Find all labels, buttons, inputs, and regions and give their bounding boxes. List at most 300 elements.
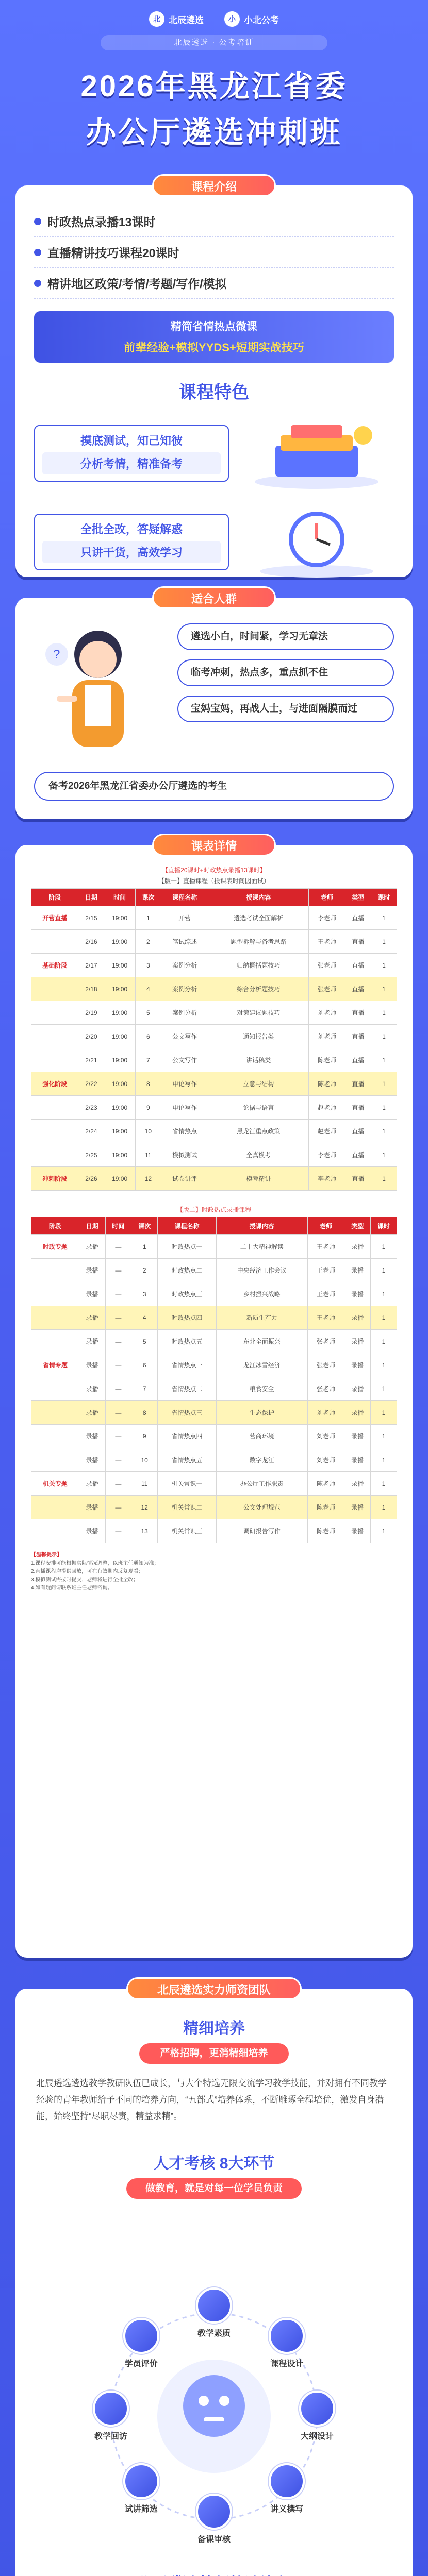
table-cell: [31, 1401, 79, 1425]
teacher-card: [15, 1984, 413, 2576]
table-cell: 直播: [345, 1120, 371, 1143]
ring-item-icon: [123, 2318, 159, 2354]
note-line: 1.课程安排可能根据实际情况调整，以班主任通知为准；: [31, 1561, 159, 1566]
ring-item-label: 教学回访: [94, 2432, 127, 2441]
table-row: [31, 930, 397, 954]
table-cell: 公文写作: [161, 1048, 208, 1072]
table-cell: 机关常识二: [158, 1496, 217, 1519]
table-cell: 省情热点五: [158, 1448, 217, 1472]
table-cell: —: [105, 1496, 131, 1519]
ring-item: [258, 2463, 315, 2514]
table-cell: 19:00: [104, 930, 135, 954]
table-cell: 陈老师: [309, 1048, 345, 1072]
table-cell: 19:00: [104, 954, 135, 977]
table-cell: 录播: [79, 1353, 105, 1377]
table-cell: [31, 1377, 79, 1401]
table-cell: 1: [371, 1259, 397, 1282]
table-cell: 录播: [79, 1377, 105, 1401]
table-cell: —: [105, 1401, 131, 1425]
table-cell: 12: [135, 1167, 161, 1191]
table-row: [31, 1519, 397, 1543]
table-row: [31, 1353, 397, 1377]
table-cell: 4: [135, 977, 161, 1001]
table-cell: 19:00: [104, 1025, 135, 1048]
table-cell: 基础阶段: [31, 954, 78, 977]
table-cell: 刘老师: [307, 1401, 344, 1425]
table-cell: 2/19: [78, 1001, 104, 1025]
table-cell: 1: [371, 1519, 397, 1543]
ring-item-label: 课程设计: [270, 2359, 304, 2368]
table-cell: —: [105, 1259, 131, 1282]
band-line2: 前辈经验+模拟YYDS+短期实战技巧: [124, 341, 304, 354]
feature-text-a: 摸底测试，知己知彼: [80, 434, 183, 447]
table-cell: 19:00: [104, 906, 135, 930]
audience-item: 宝妈宝妈，再战人士，与进面隔膜而过: [177, 696, 394, 722]
table-cell: 6: [131, 1353, 158, 1377]
table-cell: 1: [371, 1096, 397, 1120]
table-cell: 1: [371, 906, 397, 930]
table-cell: 省情热点: [161, 1120, 208, 1143]
table-cell: [31, 1001, 78, 1025]
table-cell: 11: [131, 1472, 158, 1496]
table-cell: 讲话稿类: [208, 1048, 309, 1072]
table-cell: 2/23: [78, 1096, 104, 1120]
header-subbar: 北辰遴选 · 公考培训: [101, 35, 327, 50]
table-cell: 笔试综述: [161, 930, 208, 954]
table-cell: 1: [371, 1282, 397, 1306]
table-cell: 论据与语言: [208, 1096, 309, 1120]
table-cell: 模拟测试: [161, 1143, 208, 1167]
audience-item: 遴选小白，时间紧，学习无章法: [177, 623, 394, 650]
table-cell: 1: [371, 1377, 397, 1401]
table-cell: 录播: [79, 1496, 105, 1519]
table-cell: —: [105, 1235, 131, 1259]
table-header-row: [31, 1217, 397, 1235]
table-row: [31, 1330, 397, 1353]
teacher-illustration-icon: [36, 618, 160, 773]
table-cell: 6: [135, 1025, 161, 1048]
table-cell: 时政热点五: [158, 1330, 217, 1353]
teacher-paragraph: 北辰遴选遴选教学教研队伍已成长，与大个特选无限交流学习教学技能，并对拥有不同教学经验的青年教师给予不同的培养方向，“五部式”培养体系，不断雕琢全程培优，激发自身潜能，始终坚持“尽职尽责，精益求精”。: [36, 2078, 387, 2121]
table-cell: 黑龙江重点政策: [208, 1120, 309, 1143]
table-cell: 录播: [344, 1282, 371, 1306]
table-cell: 1: [371, 1330, 397, 1353]
logo-left-text: 北辰遴选: [169, 15, 204, 25]
intro-bullet-text: 精讲地区政策/考情/考题/写作/模拟: [47, 277, 227, 291]
table-cell: [31, 1306, 79, 1330]
table-cell: 李老师: [309, 1167, 345, 1191]
table-cell: 录播: [344, 1235, 371, 1259]
table-cell: [31, 1519, 79, 1543]
table-cell: 省情热点四: [158, 1425, 217, 1448]
table-cell: 省情热点三: [158, 1401, 217, 1425]
course-intro-label: 课程介绍: [152, 174, 276, 197]
ring-item-label: 教学素质: [197, 2329, 231, 2338]
table-cell: 陈老师: [307, 1472, 344, 1496]
table-cell: —: [105, 1353, 131, 1377]
svg-text:?: ?: [53, 648, 60, 662]
ring-item-label: 试讲筛选: [124, 2505, 158, 2514]
table-cell: 5: [131, 1330, 158, 1353]
table-cell: 刘老师: [309, 1001, 345, 1025]
table-cell: 省情热点一: [158, 1353, 217, 1377]
table-cell: 归纳概括题技巧: [208, 954, 309, 977]
table-cell: 2/24: [78, 1120, 104, 1143]
table-cell: 立意与结构: [208, 1072, 309, 1096]
table-cell: 3: [131, 1282, 158, 1306]
table-cell: 机关常识一: [158, 1472, 217, 1496]
table-cell: 1: [371, 1048, 397, 1072]
note-line: 2.直播课程均提供回放，可在有效期内反复观看；: [31, 1569, 144, 1574]
ring-item: [113, 2318, 170, 2369]
table-cell: [31, 1448, 79, 1472]
table-cell: 调研报告写作: [216, 1519, 307, 1543]
table-cell: 8: [135, 1072, 161, 1096]
teacher-tag: 严格招聘，更消精细培养: [139, 2043, 289, 2064]
table-cell: 2/15: [78, 906, 104, 930]
table2-caption: 【版二】时政热点录播课程: [176, 1206, 251, 1213]
intro-bullet-text: 直播精讲技巧课程20课时: [47, 246, 179, 260]
table-cell: 1: [371, 1401, 397, 1425]
table-cell: 粮食安全: [216, 1377, 307, 1401]
table-cell: 综合分析题技巧: [208, 977, 309, 1001]
table-cell: [31, 1120, 78, 1143]
table-row: [31, 1306, 397, 1330]
table-row: [31, 1096, 397, 1120]
assessment-ring: [75, 2277, 353, 2555]
table-cell: 2/26: [78, 1167, 104, 1191]
table-row: [31, 1282, 397, 1306]
table-cell: —: [105, 1377, 131, 1401]
table-cell: —: [105, 1425, 131, 1448]
table-cell: [31, 1330, 79, 1353]
ring-item: [289, 2391, 345, 2442]
table-cell: 19:00: [104, 1048, 135, 1072]
table-cell: 5: [135, 1001, 161, 1025]
table-header-cell: 日期: [79, 1217, 105, 1235]
logo-right-text: 小北公考: [244, 15, 279, 25]
table-cell: 录播: [344, 1496, 371, 1519]
table-cell: —: [105, 1282, 131, 1306]
table-cell: —: [105, 1472, 131, 1496]
beichen-logo-icon: 北: [149, 11, 164, 27]
ring-item-icon: [196, 2287, 232, 2324]
table-cell: 办公厅工作职责: [216, 1472, 307, 1496]
table-header-row: [31, 889, 397, 906]
table-header-cell: 日期: [78, 889, 104, 906]
ring-item: [83, 2391, 139, 2442]
table-cell: 直播: [345, 1072, 371, 1096]
table-cell: 1: [371, 1143, 397, 1167]
table-cell: —: [105, 1448, 131, 1472]
clock-illustration-icon: [239, 503, 394, 581]
intro-bullet: [34, 206, 394, 237]
table-cell: 案例分析: [161, 977, 208, 1001]
table-cell: 强化阶段: [31, 1072, 78, 1096]
intro-bullet: [34, 237, 394, 268]
table-cell: 冲刺阶段: [31, 1167, 78, 1191]
table-cell: 公文处理规范: [216, 1496, 307, 1519]
table-cell: 直播: [345, 954, 371, 977]
table-row: [31, 906, 397, 930]
table-cell: 7: [135, 1048, 161, 1072]
logo-right: [224, 11, 279, 27]
audience-list: [177, 623, 394, 732]
table-cell: 1: [371, 977, 397, 1001]
ring-item-label: 大纲设计: [300, 2432, 334, 2441]
table-cell: [31, 930, 78, 954]
table-cell: 公文写作: [161, 1025, 208, 1048]
feature-text-a: 全批全改，答疑解惑: [80, 523, 183, 536]
table-row: [31, 1120, 397, 1143]
ring-item: [113, 2463, 170, 2514]
table-cell: 直播: [345, 1143, 371, 1167]
intro-bullet: [34, 268, 394, 299]
table-cell: 录播: [344, 1353, 371, 1377]
table-cell: 1: [135, 906, 161, 930]
table-cell: 李老师: [309, 906, 345, 930]
table-cell: 直播: [345, 930, 371, 954]
table-cell: 录播: [79, 1519, 105, 1543]
table-cell: 录播: [344, 1377, 371, 1401]
schedule-card: [15, 840, 413, 1958]
table-cell: 王老师: [307, 1282, 344, 1306]
table-cell: 录播: [344, 1448, 371, 1472]
table-cell: 1: [371, 954, 397, 977]
table-header-cell: 时间: [105, 1217, 131, 1235]
table-cell: —: [105, 1306, 131, 1330]
table-cell: 1: [371, 1120, 397, 1143]
audience-item: 临考冲刺，热点多，重点抓不住: [177, 659, 394, 686]
table-cell: 中央经济工作会议: [216, 1259, 307, 1282]
ring-title: 人才考核 8大环节: [153, 2155, 275, 2172]
table1-subcaption: 【版一】直播课程（投课表时间因面试）: [158, 877, 270, 885]
table-cell: [31, 1496, 79, 1519]
table-row: [31, 1377, 397, 1401]
table-cell: 19:00: [104, 1167, 135, 1191]
table-cell: 1: [371, 1448, 397, 1472]
schedule-table-1: [31, 888, 397, 1191]
table-cell: 开营: [161, 906, 208, 930]
table-cell: 案例分析: [161, 1001, 208, 1025]
table-cell: 数字龙江: [216, 1448, 307, 1472]
feature-text-b: 只讲干货，高效学习: [42, 541, 221, 563]
table-cell: 新质生产力: [216, 1306, 307, 1330]
feature-row-1: [34, 415, 394, 492]
intro-highlight-band: [34, 311, 394, 363]
table-cell: 机关常识三: [158, 1519, 217, 1543]
table-cell: 2/18: [78, 977, 104, 1001]
page-title-line2: 办公厅遴选冲刺班: [86, 116, 342, 149]
feature-text-b: 分析考情，精准备考: [42, 452, 221, 474]
features-title: 课程特色: [179, 383, 249, 402]
table-cell: 录播: [344, 1306, 371, 1330]
table-cell: 王老师: [307, 1306, 344, 1330]
table-cell: 8: [131, 1401, 158, 1425]
ring-item: [186, 2287, 242, 2338]
table-cell: 1: [371, 1235, 397, 1259]
table-header-cell: 课程名称: [161, 889, 208, 906]
table-cell: 19:00: [104, 1120, 135, 1143]
table-cell: 2/17: [78, 954, 104, 977]
table-cell: 张老师: [307, 1377, 344, 1401]
table-cell: 录播: [79, 1306, 105, 1330]
table-cell: 陈老师: [307, 1519, 344, 1543]
table-cell: 遴选考试全面解析: [208, 906, 309, 930]
table-cell: 机关专题: [31, 1472, 79, 1496]
table-cell: 营商环境: [216, 1425, 307, 1448]
table-cell: 19:00: [104, 1143, 135, 1167]
table-cell: [31, 1096, 78, 1120]
table-cell: 2/22: [78, 1072, 104, 1096]
table-cell: 王老师: [307, 1235, 344, 1259]
table-row: [31, 1167, 397, 1191]
logo-left: [149, 11, 204, 27]
table-cell: 录播: [79, 1330, 105, 1353]
ring-item: [258, 2318, 315, 2369]
table-cell: 生态保护: [216, 1401, 307, 1425]
course-intro-card: [15, 180, 413, 577]
table-cell: 录播: [79, 1401, 105, 1425]
table-header-cell: 老师: [307, 1217, 344, 1235]
table-cell: 11: [135, 1143, 161, 1167]
table-cell: 19:00: [104, 1096, 135, 1120]
table-row: [31, 1025, 397, 1048]
table-header-cell: 授课内容: [216, 1217, 307, 1235]
table-cell: 陈老师: [307, 1496, 344, 1519]
table-cell: 李老师: [309, 1143, 345, 1167]
ring-item: [186, 2494, 242, 2545]
table-cell: 直播: [345, 1167, 371, 1191]
table-cell: 王老师: [309, 930, 345, 954]
table-cell: 2: [135, 930, 161, 954]
table-cell: 时政热点二: [158, 1259, 217, 1282]
table-row: [31, 954, 397, 977]
ring-item-icon: [269, 2318, 305, 2354]
table-cell: 19:00: [104, 977, 135, 1001]
ring-item-icon: [299, 2391, 335, 2427]
table-cell: 1: [371, 1167, 397, 1191]
teacher-label: 北辰遴选实力师资团队: [126, 1977, 302, 2000]
logo-bar: [0, 0, 428, 27]
table-cell: 刘老师: [307, 1425, 344, 1448]
table-cell: 录播: [344, 1401, 371, 1425]
table-cell: 4: [131, 1306, 158, 1330]
table-cell: 张老师: [309, 977, 345, 1001]
table-cell: 12: [131, 1496, 158, 1519]
table-cell: 2: [131, 1259, 158, 1282]
table-cell: 省情专题: [31, 1353, 79, 1377]
table-cell: 时政热点三: [158, 1282, 217, 1306]
audience-label: 适合人群: [152, 586, 276, 609]
table-cell: 录播: [79, 1448, 105, 1472]
table-row: [31, 1143, 397, 1167]
table-cell: 直播: [345, 977, 371, 1001]
page-title-line1: 2026年黑龙江省委: [80, 70, 348, 103]
table-header-cell: 授课内容: [208, 889, 309, 906]
table-cell: 录播: [79, 1259, 105, 1282]
table-header-cell: 课程名称: [158, 1217, 217, 1235]
table-cell: 试卷讲评: [161, 1167, 208, 1191]
table-cell: 刘老师: [307, 1448, 344, 1472]
table-cell: 全真模考: [208, 1143, 309, 1167]
table-row: [31, 1235, 397, 1259]
table-cell: 龙江冰雪经济: [216, 1353, 307, 1377]
schedule-table-2: [31, 1217, 397, 1543]
table-cell: [31, 1425, 79, 1448]
feature-box: [34, 425, 229, 482]
table-cell: 1: [371, 1306, 397, 1330]
intro-bullet-text: 时政热点录播13课时: [47, 215, 156, 229]
schedule-notes: [31, 1551, 397, 1592]
table-row: [31, 1448, 397, 1472]
table-cell: [31, 977, 78, 1001]
table-cell: 录播: [79, 1425, 105, 1448]
table-cell: 1: [371, 1353, 397, 1377]
table-header-cell: 老师: [309, 889, 345, 906]
table-cell: [31, 1025, 78, 1048]
schedule-label: 课表详情: [152, 834, 276, 856]
notes-title: 【温馨提示】: [31, 1552, 62, 1558]
table-cell: 省情热点二: [158, 1377, 217, 1401]
table-cell: 1: [371, 1072, 397, 1096]
table-cell: 通知报告类: [208, 1025, 309, 1048]
table-cell: 9: [135, 1096, 161, 1120]
table-cell: 13: [131, 1519, 158, 1543]
bullet-dot-icon: [34, 249, 41, 256]
table-cell: 1: [371, 1496, 397, 1519]
table-cell: 10: [131, 1448, 158, 1472]
table-cell: 录播: [344, 1330, 371, 1353]
table-cell: 张老师: [307, 1353, 344, 1377]
ring-item-label: 讲义撰写: [270, 2505, 304, 2514]
table-cell: 题型拆解与备考思路: [208, 930, 309, 954]
table-cell: 3: [135, 954, 161, 977]
table-cell: 开营直播: [31, 906, 78, 930]
table-cell: 7: [131, 1377, 158, 1401]
table-cell: 刘老师: [309, 1025, 345, 1048]
table-cell: 对策建议题技巧: [208, 1001, 309, 1025]
table-cell: 录播: [344, 1259, 371, 1282]
note-line: 3.模拟测试需按时提交，老师将进行全批全改；: [31, 1577, 139, 1583]
table-cell: 直播: [345, 906, 371, 930]
book-illustration-icon: [239, 415, 394, 492]
table-header-cell: 阶段: [31, 1217, 79, 1235]
intro-bullets: [15, 185, 413, 299]
table-row: [31, 1259, 397, 1282]
table-cell: 录播: [344, 1472, 371, 1496]
table-cell: 2/25: [78, 1143, 104, 1167]
table-cell: 1: [131, 1235, 158, 1259]
table-row: [31, 977, 397, 1001]
header: [0, 0, 428, 170]
table-row: [31, 1496, 397, 1519]
table-cell: —: [105, 1330, 131, 1353]
table-row: [31, 1001, 397, 1025]
table-header-cell: 类型: [344, 1217, 371, 1235]
table-cell: 1: [371, 930, 397, 954]
table-cell: 录播: [79, 1472, 105, 1496]
table-header-cell: 课时: [371, 1217, 397, 1235]
ring-item-icon: [93, 2391, 129, 2427]
table-cell: 赵老师: [309, 1096, 345, 1120]
table-header-cell: 课次: [131, 1217, 158, 1235]
table-row: [31, 1401, 397, 1425]
bullet-dot-icon: [34, 218, 41, 225]
table-cell: 10: [135, 1120, 161, 1143]
ring-item-label: 学员评价: [124, 2359, 158, 2368]
table-cell: 19:00: [104, 1001, 135, 1025]
